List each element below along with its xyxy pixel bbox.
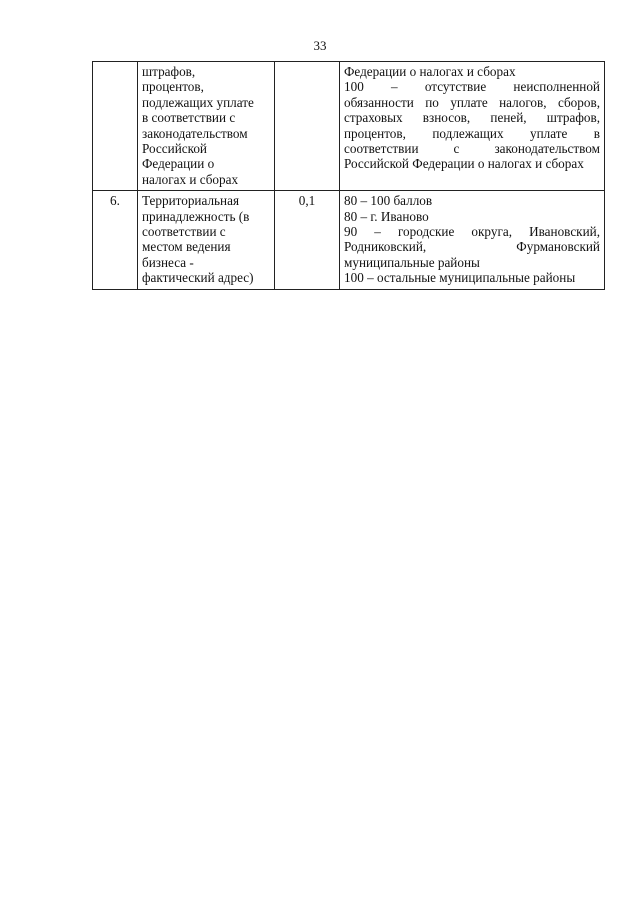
table-row bbox=[93, 191, 605, 289]
criterion-name-line: фактический адрес) bbox=[142, 270, 254, 286]
criterion-name-line: местом ведения bbox=[142, 239, 231, 255]
criterion-name-line: соответствии с bbox=[142, 224, 226, 240]
score-paragraph: 100 – остальные муниципальные районы bbox=[344, 270, 576, 286]
score-paragraph: 90 – городские округа, Ивановский, Родниковский, Фурмановский муниципальные районы bbox=[344, 224, 600, 270]
criterion-name-cell bbox=[138, 62, 275, 191]
criterion-name-line: Федерации о bbox=[142, 156, 215, 172]
criterion-name-line: принадлежность (в bbox=[142, 208, 250, 224]
criterion-name-line: в соответствии с bbox=[142, 110, 236, 126]
criterion-name-line: законодательством bbox=[142, 125, 248, 141]
score-paragraph: 100 – отсутствие неисполненной обязанности по уплате налогов, сборов, страховых взносов, пеней, штрафов, процентов, подлежащих уплате в соответствии с законодательством Российской Федерации о налогах и сборах bbox=[344, 79, 600, 172]
criterion-name-line: подлежащих уплате bbox=[142, 94, 254, 110]
score-paragraph: 80 – г. Иваново bbox=[344, 208, 429, 224]
criterion-name-line: штрафов, bbox=[142, 64, 196, 79]
score-cell bbox=[340, 62, 605, 191]
criterion-name-line: бизнеса - bbox=[142, 254, 194, 270]
score-paragraph: 80 – 100 баллов bbox=[344, 193, 433, 209]
table-row bbox=[93, 62, 605, 191]
criterion-name-line: Российской bbox=[142, 141, 207, 157]
score-paragraph: Федерации о налогах и сборах bbox=[344, 64, 516, 79]
row-number-cell bbox=[93, 62, 138, 191]
score-cell bbox=[340, 191, 605, 289]
page-number: 33 bbox=[313, 38, 327, 53]
criterion-name-line: процентов, bbox=[142, 79, 204, 95]
row-number-cell: 6. bbox=[93, 191, 138, 289]
criterion-name-line: Территориальная bbox=[142, 193, 240, 209]
criterion-name-line: налогах и сборах bbox=[142, 171, 239, 187]
criterion-name-cell bbox=[138, 191, 275, 289]
criteria-table bbox=[92, 61, 605, 290]
weight-cell: 0,1 bbox=[275, 191, 340, 289]
weight-cell bbox=[275, 62, 340, 191]
